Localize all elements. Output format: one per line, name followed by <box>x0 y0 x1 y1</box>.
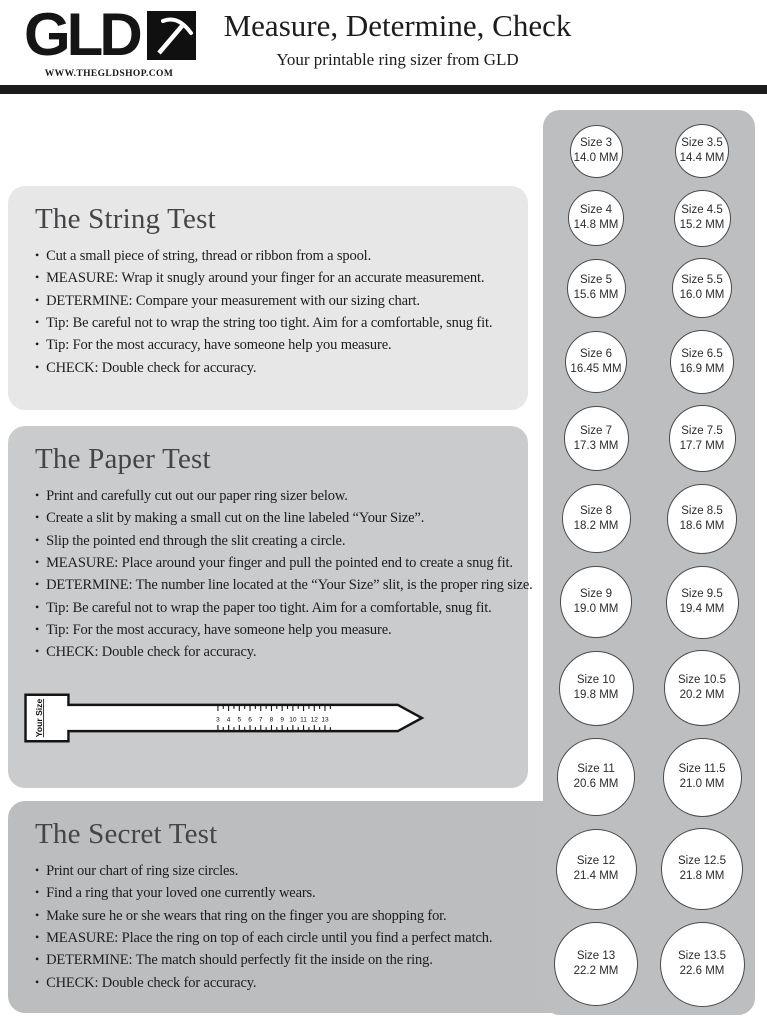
ring-size-mm: 19.4 MM <box>679 603 725 616</box>
ring-size-circle <box>669 405 736 472</box>
ring-size-label: Size 5 <box>580 274 612 287</box>
svg-text:9: 9 <box>280 716 284 724</box>
gld-logo <box>24 1 200 79</box>
ring-size-mm: 20.2 MM <box>679 689 725 702</box>
ring-size-mm: 22.6 MM <box>679 965 725 978</box>
circle-cell <box>649 650 755 726</box>
svg-text:12: 12 <box>310 716 318 724</box>
circle-row <box>543 124 755 178</box>
circle-cell <box>649 922 755 1007</box>
circle-cell <box>649 190 755 247</box>
section-paper-test <box>8 426 533 788</box>
circle-row <box>543 738 755 817</box>
ring-size-label: Size 4 <box>580 203 612 216</box>
circle-cell <box>543 828 649 910</box>
ring-size-mm: 22.2 MM <box>573 965 619 978</box>
your-size-slit-label: Your Size <box>34 698 45 738</box>
ring-size-circle <box>672 258 732 318</box>
instruction-bullet: • Slip the pointed end through the slit creating a circle. <box>35 532 528 551</box>
circle-cell <box>649 566 755 639</box>
ring-size-label: Size 13.5 <box>678 950 726 963</box>
ring-size-mm: 19.8 MM <box>573 689 619 702</box>
instruction-bullet: • Make sure he or she wears that ring on the finger you are shopping for. <box>35 907 755 926</box>
ring-size-circle <box>567 259 626 318</box>
ring-size-mm: 21.0 MM <box>679 778 725 791</box>
ring-size-circle <box>562 484 631 553</box>
header-divider-bar <box>0 85 767 94</box>
ring-size-circle <box>660 922 745 1007</box>
ring-size-mm: 15.6 MM <box>573 289 619 302</box>
circle-cell <box>543 190 649 247</box>
ring-size-circle <box>664 650 740 726</box>
instruction-bullet: • DETERMINE: The match should perfectly fit the inside on the ring. <box>35 951 755 970</box>
ring-size-label: Size 7.5 <box>681 424 723 437</box>
ring-size-label: Size 12 <box>576 855 616 868</box>
ring-size-mm: 15.2 MM <box>679 219 725 232</box>
svg-text:5: 5 <box>237 716 242 724</box>
circle-cell <box>543 405 649 472</box>
instruction-bullet: • Tip: Be careful not to wrap the paper too tight. Aim for a comfortable, snug fit. <box>35 599 528 618</box>
ring-size-label: Size 10 <box>576 673 616 686</box>
instruction-list <box>35 487 533 662</box>
ring-size-mm: 14.8 MM <box>573 219 619 232</box>
ring-size-mm: 14.0 MM <box>573 152 619 164</box>
ring-size-mm: 14.4 MM <box>679 152 725 164</box>
ring-size-label: Size 11 <box>577 763 615 776</box>
ring-size-circle-chart <box>543 110 755 1015</box>
circle-cell <box>649 330 755 394</box>
instruction-bullet: • CHECK: Double check for accuracy. <box>35 974 755 993</box>
circle-cell <box>649 405 755 472</box>
ring-size-label: Size 4.5 <box>681 203 723 216</box>
ring-size-circle <box>556 829 637 910</box>
section-string-test <box>8 186 528 410</box>
circle-cell <box>649 484 755 554</box>
gld-logo-text: GLD <box>24 1 139 68</box>
ring-size-label: Size 8 <box>580 504 612 517</box>
instruction-bullet: • DETERMINE: Compare your measurement with our sizing chart. <box>35 292 528 311</box>
circle-row <box>543 330 755 394</box>
title-block <box>205 9 590 70</box>
pickaxe-icon <box>147 11 196 60</box>
circle-cell <box>543 258 649 318</box>
ring-size-label: Size 9 <box>580 587 612 600</box>
svg-text:11: 11 <box>300 716 307 724</box>
ring-size-label: Size 13 <box>576 950 616 963</box>
circle-cell <box>543 330 649 394</box>
circle-row <box>543 566 755 639</box>
ring-size-label: Size 8.5 <box>681 504 723 517</box>
circle-row <box>543 405 755 472</box>
circle-cell <box>649 738 755 817</box>
instruction-bullet: • Tip: For the most accuracy, have someone help you measure. <box>35 336 528 355</box>
circle-cell <box>649 828 755 910</box>
circle-row <box>543 922 755 1007</box>
ring-size-circle <box>666 566 739 639</box>
ring-size-mm: 18.6 MM <box>679 519 725 532</box>
ring-size-circle <box>661 828 743 910</box>
ring-size-circle <box>557 738 635 816</box>
circle-cell <box>543 738 649 817</box>
instruction-bullet: • Print our chart of ring size circles. <box>35 862 755 881</box>
ring-size-circle <box>667 484 737 554</box>
circle-row <box>543 190 755 247</box>
ring-size-label: Size 6 <box>580 347 612 360</box>
sizer-outline <box>26 695 422 741</box>
instruction-bullet: • CHECK: Double check for accuracy. <box>35 643 528 662</box>
circle-cell <box>649 124 755 178</box>
ring-size-label: Size 10.5 <box>678 673 726 686</box>
circle-row <box>543 828 755 910</box>
svg-text:8: 8 <box>269 716 274 724</box>
section-title: The String Test <box>35 203 216 235</box>
ring-size-label: Size 7 <box>580 424 612 437</box>
paper-ring-sizer-graphic <box>24 692 428 744</box>
ring-size-mm: 20.6 MM <box>573 778 619 791</box>
ring-size-mm: 18.2 MM <box>573 519 619 532</box>
svg-text:4: 4 <box>226 716 231 724</box>
circle-row <box>543 484 755 554</box>
instruction-bullet: • DETERMINE: The number line located at the “Your Size” slit, is the proper ring size. <box>35 576 528 595</box>
svg-text:13: 13 <box>321 716 329 724</box>
ring-size-mm: 21.4 MM <box>573 870 619 883</box>
ring-size-mm: 19.0 MM <box>573 603 619 616</box>
circle-cell <box>543 566 649 639</box>
ring-size-label: Size 9.5 <box>681 587 723 600</box>
ring-size-circle <box>554 922 638 1006</box>
ring-size-circle <box>663 738 742 817</box>
instruction-list <box>35 247 528 378</box>
instruction-bullet: • CHECK: Double check for accuracy. <box>35 359 528 378</box>
page-subtitle: Your printable ring sizer from GLD <box>276 50 519 69</box>
ring-size-circle <box>559 651 634 726</box>
instruction-bullet: • MEASURE: Wrap it snugly around your finger for an accurate measurement. <box>35 269 528 288</box>
circle-cell <box>543 484 649 554</box>
ring-size-label: Size 5.5 <box>681 274 723 287</box>
instruction-bullet: • Print and carefully cut out our paper ring sizer below. <box>35 487 528 506</box>
circle-cell <box>543 922 649 1007</box>
section-title: The Secret Test <box>35 818 218 850</box>
ring-size-mm: 16.45 MM <box>570 362 622 375</box>
circle-row <box>543 650 755 726</box>
instruction-bullet: • Find a ring that your loved one currently wears. <box>35 884 755 903</box>
svg-text:7: 7 <box>258 716 263 724</box>
ring-size-mm: 17.7 MM <box>679 439 725 452</box>
section-title: The Paper Test <box>35 443 211 475</box>
ring-size-label: Size 3 <box>580 136 612 149</box>
instruction-bullet: • Cut a small piece of string, thread or ribbon from a spool. <box>35 247 528 266</box>
circle-cell <box>543 124 649 178</box>
instruction-bullet: • Tip: For the most accuracy, have someone help you measure. <box>35 621 528 640</box>
ring-size-mm: 17.3 MM <box>573 439 619 452</box>
svg-text:3: 3 <box>216 716 220 724</box>
circle-row <box>543 258 755 318</box>
ring-size-circle <box>675 124 729 178</box>
ring-size-mm: 21.8 MM <box>679 870 725 883</box>
ring-size-label: Size 3.5 <box>681 136 723 149</box>
circle-cell <box>543 650 649 726</box>
website-url: WWW.THEGLDSHOP.COM <box>44 69 174 79</box>
instruction-bullet: • Create a slit by making a small cut on the line labeled “Your Size”. <box>35 509 528 528</box>
ring-size-circle <box>568 190 624 246</box>
ring-size-circle <box>564 406 629 471</box>
ring-size-label: Size 6.5 <box>681 347 723 360</box>
page-title: Measure, Determine, Check <box>223 8 572 43</box>
ring-size-mm: 16.9 MM <box>679 362 725 375</box>
ring-size-label: Size 11.5 <box>678 763 726 776</box>
ring-size-circle <box>560 566 632 638</box>
ring-size-circle <box>670 330 734 394</box>
circle-cell <box>649 258 755 318</box>
ring-size-mm: 16.0 MM <box>679 289 725 302</box>
svg-text:6: 6 <box>248 716 252 724</box>
svg-text:10: 10 <box>289 716 297 724</box>
ring-size-circle <box>674 190 731 247</box>
instruction-bullet: • Tip: Be careful not to wrap the string too tight. Aim for a comfortable, snug fit. <box>35 314 528 333</box>
ring-size-circle <box>565 331 627 393</box>
ring-size-label: Size 12.5 <box>678 855 726 868</box>
instruction-bullet: • MEASURE: Place around your finger and pull the pointed end to create a snug fit. <box>35 554 528 573</box>
ring-sizer-strip <box>24 692 428 744</box>
instruction-bullet: • MEASURE: Place the ring on top of each circle until you find a perfect match. <box>35 929 755 948</box>
ring-size-circle <box>570 125 623 178</box>
